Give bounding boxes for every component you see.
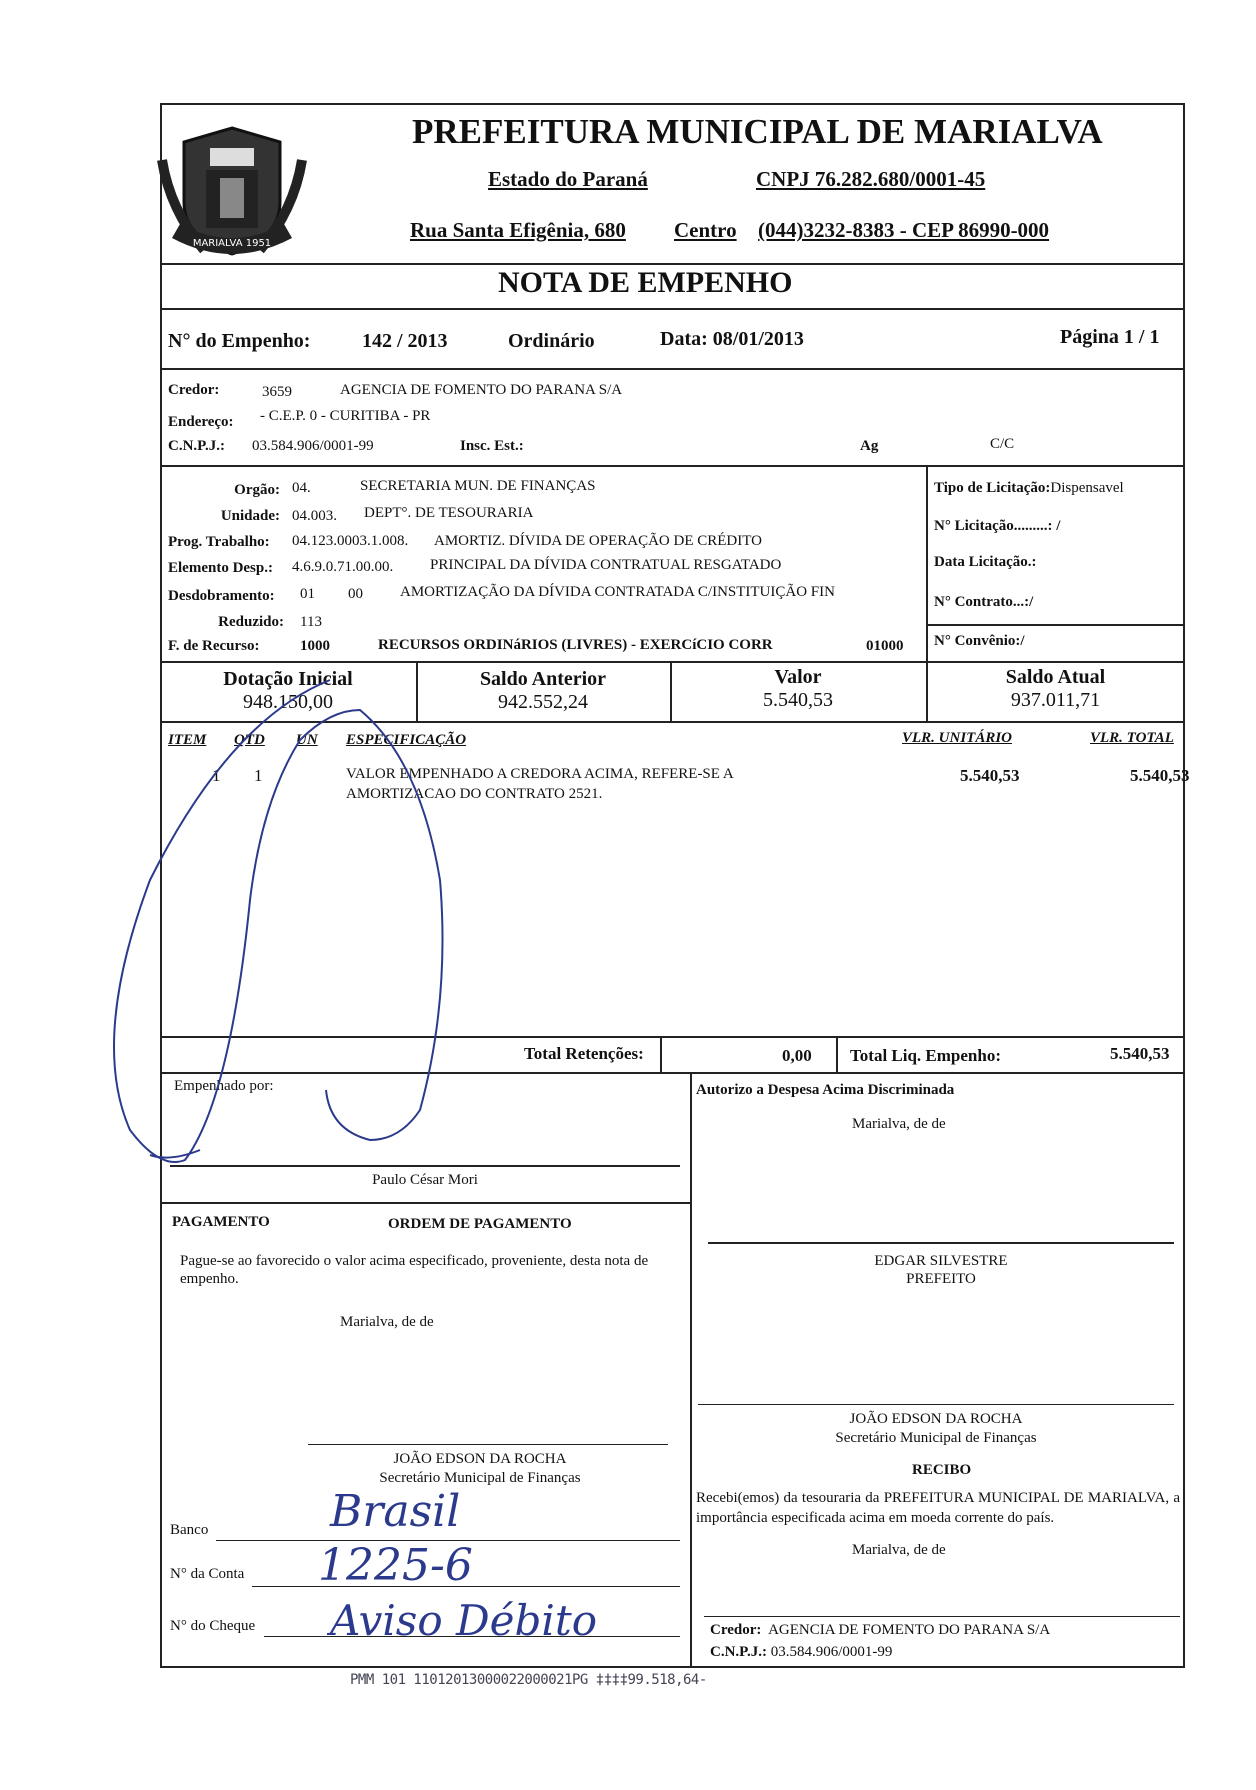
handwritten-banco: Brasil bbox=[330, 1486, 461, 1537]
col-vlr-unitario: VLR. UNITÁRIO bbox=[902, 730, 1013, 746]
reduzido-value: 113 bbox=[300, 614, 322, 630]
endereco-value: - C.E.P. 0 - CURITIBA - PR bbox=[260, 408, 431, 424]
elemento-name: PRINCIPAL DA DÍVIDA CONTRATUAL RESGATADO bbox=[430, 557, 782, 573]
divider bbox=[160, 1202, 690, 1204]
empenho-date: Data: 08/01/2013 bbox=[660, 328, 804, 350]
col-qtd: QTD bbox=[234, 732, 265, 748]
signature-line bbox=[704, 1616, 1180, 1617]
col-especificacao: ESPECIFICAÇÃO bbox=[346, 732, 467, 748]
header-title: PREFEITURA MUNICIPAL DE MARIALVA bbox=[412, 112, 1103, 151]
empenhado-name: Paulo César Mori bbox=[372, 1172, 478, 1188]
liquido-label: Total Liq. Empenho: bbox=[850, 1046, 1001, 1065]
recibo-credor: Credor: AGENCIA DE FOMENTO DO PARANA S/A bbox=[710, 1622, 1051, 1638]
pagamento-place-date: Marialva, de de bbox=[340, 1314, 434, 1330]
signature-line bbox=[698, 1404, 1174, 1405]
prefeito-title: PREFEITO bbox=[906, 1271, 976, 1287]
desdob-name: AMORTIZAÇÃO DA DÍVIDA CONTRATADA C/INSTITUIÇÃO FIN bbox=[400, 584, 835, 600]
licitacao-number: N° Licitação.........: / bbox=[934, 518, 1061, 534]
divider bbox=[160, 308, 1185, 310]
recurso-number: 01000 bbox=[866, 638, 904, 654]
footer-barcode-text: PMM 101 11012013000022000021PG ‡‡‡‡99.518,64- bbox=[350, 1672, 707, 1688]
endereco-label: Endereço: bbox=[168, 414, 234, 430]
pagamento-label: PAGAMENTO bbox=[172, 1214, 270, 1230]
recibo-title: RECIBO bbox=[912, 1462, 972, 1478]
row-description-line1: VALOR EMPENHADO A CREDORA ACIMA, REFERE-SE A bbox=[346, 766, 734, 782]
cc-label: C/C bbox=[990, 436, 1015, 452]
pague-se-text: Pague-se ao favorecido o valor acima especificado, proveniente, desta nota de empenho. bbox=[180, 1253, 649, 1287]
saldo-dotacao-inicial: Dotação Inicial 948.150,00 bbox=[223, 668, 353, 713]
desdob-label: Desdobramento: bbox=[168, 588, 275, 604]
secretario-title: Secretário Municipal de Finanças bbox=[379, 1470, 581, 1486]
col-item: ITEM bbox=[168, 732, 207, 748]
divider bbox=[160, 465, 1185, 467]
handwritten-cheque: Aviso Débito bbox=[330, 1596, 597, 1645]
banco-label: Banco bbox=[170, 1522, 209, 1538]
orgao-name: SECRETARIA MUN. DE FINANÇAS bbox=[360, 478, 596, 494]
divider bbox=[160, 721, 1185, 723]
page-number: Página 1 / 1 bbox=[1060, 326, 1160, 348]
svg-text:MARIALVA 1951: MARIALVA 1951 bbox=[192, 238, 272, 249]
cnpj-value: 03.584.906/0001-99 bbox=[252, 438, 374, 454]
cheque-label: N° do Cheque bbox=[170, 1618, 256, 1634]
row-qtd: 1 bbox=[254, 766, 263, 785]
prefeito-signature bbox=[708, 1252, 1174, 1288]
conta-label: N° da Conta bbox=[170, 1566, 245, 1582]
prog-name: AMORTIZ. DÍVIDA DE OPERAÇÃO DE CRÉDITO bbox=[434, 533, 762, 549]
saldo-valor: Valor 5.540,53 bbox=[763, 666, 833, 711]
signature-line bbox=[708, 1242, 1174, 1244]
liquido-value: 5.540,53 bbox=[1110, 1044, 1170, 1063]
ag-label: Ag bbox=[860, 438, 879, 454]
licitacao-type: Tipo de Licitação:Dispensavel bbox=[934, 480, 1124, 496]
recibo-text: Recebi(emos) da tesouraria da PREFEITURA MUNICIPAL DE MARIALVA, a importância especificada acima em moeda corrente do país. bbox=[696, 1490, 1180, 1526]
divider bbox=[160, 263, 1185, 265]
empenho-type: Ordinário bbox=[508, 330, 595, 352]
divider bbox=[690, 1072, 692, 1668]
secretario-name: JOÃO EDSON DA ROCHA bbox=[849, 1411, 1023, 1427]
orgao-code: 04. bbox=[292, 480, 311, 496]
document-title: NOTA DE EMPENHO bbox=[498, 266, 793, 299]
secretario-title: Secretário Municipal de Finanças bbox=[835, 1430, 1037, 1446]
table-row bbox=[160, 764, 1190, 804]
divider bbox=[160, 1036, 1185, 1038]
convenio-number: N° Convênio:/ bbox=[934, 633, 1025, 649]
elemento-code: 4.6.9.0.71.00.00. bbox=[292, 559, 394, 575]
cnpj-label: C.N.P.J.: bbox=[168, 438, 225, 454]
credor-code: 3659 bbox=[262, 384, 292, 400]
divider bbox=[160, 1072, 1185, 1074]
recurso-code: 1000 bbox=[300, 638, 330, 654]
divider bbox=[160, 368, 1185, 370]
secretario-signature-right bbox=[698, 1410, 1174, 1448]
signature-line bbox=[308, 1444, 668, 1445]
desdob-code1: 01 bbox=[300, 586, 315, 602]
retencoes-label: Total Retenções: bbox=[524, 1044, 644, 1063]
autorizo-text: Autorizo a Despesa Acima Discriminada bbox=[696, 1082, 955, 1098]
divider bbox=[660, 1036, 662, 1074]
row-total-value: 5.540,53 bbox=[1130, 766, 1190, 785]
autorizo-place-date: Marialva, de de bbox=[852, 1116, 946, 1132]
saldo-atual: Saldo Atual 937.011,71 bbox=[1005, 666, 1106, 711]
col-vlr-total: VLR. TOTAL bbox=[1090, 730, 1174, 746]
prog-code: 04.123.0003.1.008. bbox=[292, 533, 409, 549]
row-unit-value: 5.540,53 bbox=[960, 766, 1020, 785]
ordem-pagamento-label: ORDEM DE PAGAMENTO bbox=[388, 1216, 572, 1232]
divider bbox=[926, 624, 1185, 626]
header-cnpj: CNPJ 76.282.680/0001-45 bbox=[756, 167, 986, 191]
contrato-number: N° Contrato...:/ bbox=[934, 594, 1034, 610]
header-phone-cep: (044)3232-8383 - CEP 86990-000 bbox=[758, 218, 1050, 242]
saldo-anterior: Saldo Anterior 942.552,24 bbox=[479, 668, 607, 713]
header-address: Rua Santa Efigênia, 680 bbox=[410, 218, 626, 242]
recurso-name: RECURSOS ORDINáRIOS (LIVRES) - EXERCíCIO CORR bbox=[378, 637, 773, 653]
secretario-name: JOÃO EDSON DA ROCHA bbox=[393, 1451, 567, 1467]
recibo-cnpj: C.N.P.J.: 03.584.906/0001-99 bbox=[710, 1644, 893, 1660]
divider bbox=[160, 661, 1185, 663]
credor-name: AGENCIA DE FOMENTO DO PARANA S/A bbox=[340, 382, 623, 398]
signature-line bbox=[170, 1165, 680, 1167]
empenho-number: 142 / 2013 bbox=[362, 330, 448, 352]
reduzido-label: Reduzido: bbox=[218, 614, 284, 630]
unidade-name: DEPT°. DE TESOURARIA bbox=[364, 505, 534, 521]
recurso-label: F. de Recurso: bbox=[168, 638, 260, 654]
divider bbox=[926, 465, 928, 662]
secretario-signature-left bbox=[270, 1450, 690, 1488]
credor-label: Credor: bbox=[168, 382, 220, 398]
handwritten-conta: 1225-6 bbox=[318, 1540, 473, 1591]
elemento-label: Elemento Desp.: bbox=[168, 560, 273, 576]
recibo-place-date: Marialva, de de bbox=[852, 1542, 946, 1558]
prog-label: Prog. Trabalho: bbox=[168, 534, 270, 550]
unidade-label: Unidade: bbox=[220, 508, 280, 524]
coat-of-arms-logo bbox=[152, 120, 312, 270]
licitacao-date: Data Licitação.: bbox=[934, 554, 1037, 570]
unidade-code: 04.003. bbox=[292, 508, 337, 524]
row-description-line2: AMORTIZACAO DO CONTRATO 2521. bbox=[346, 786, 603, 802]
insc-label: Insc. Est.: bbox=[460, 438, 524, 454]
desdob-code2: 00 bbox=[348, 586, 363, 602]
header-district: Centro bbox=[674, 218, 737, 242]
col-un: UN bbox=[296, 732, 318, 748]
divider bbox=[836, 1036, 838, 1074]
empenho-label: N° do Empenho: bbox=[168, 330, 311, 352]
row-item: 1 bbox=[212, 766, 221, 785]
header-state: Estado do Paraná bbox=[488, 167, 648, 191]
prefeito-name: EDGAR SILVESTRE bbox=[874, 1253, 1008, 1269]
empenhado-label: Empenhado por: bbox=[174, 1078, 274, 1094]
orgao-label: Orgão: bbox=[234, 482, 280, 498]
retencoes-value: 0,00 bbox=[782, 1046, 812, 1065]
